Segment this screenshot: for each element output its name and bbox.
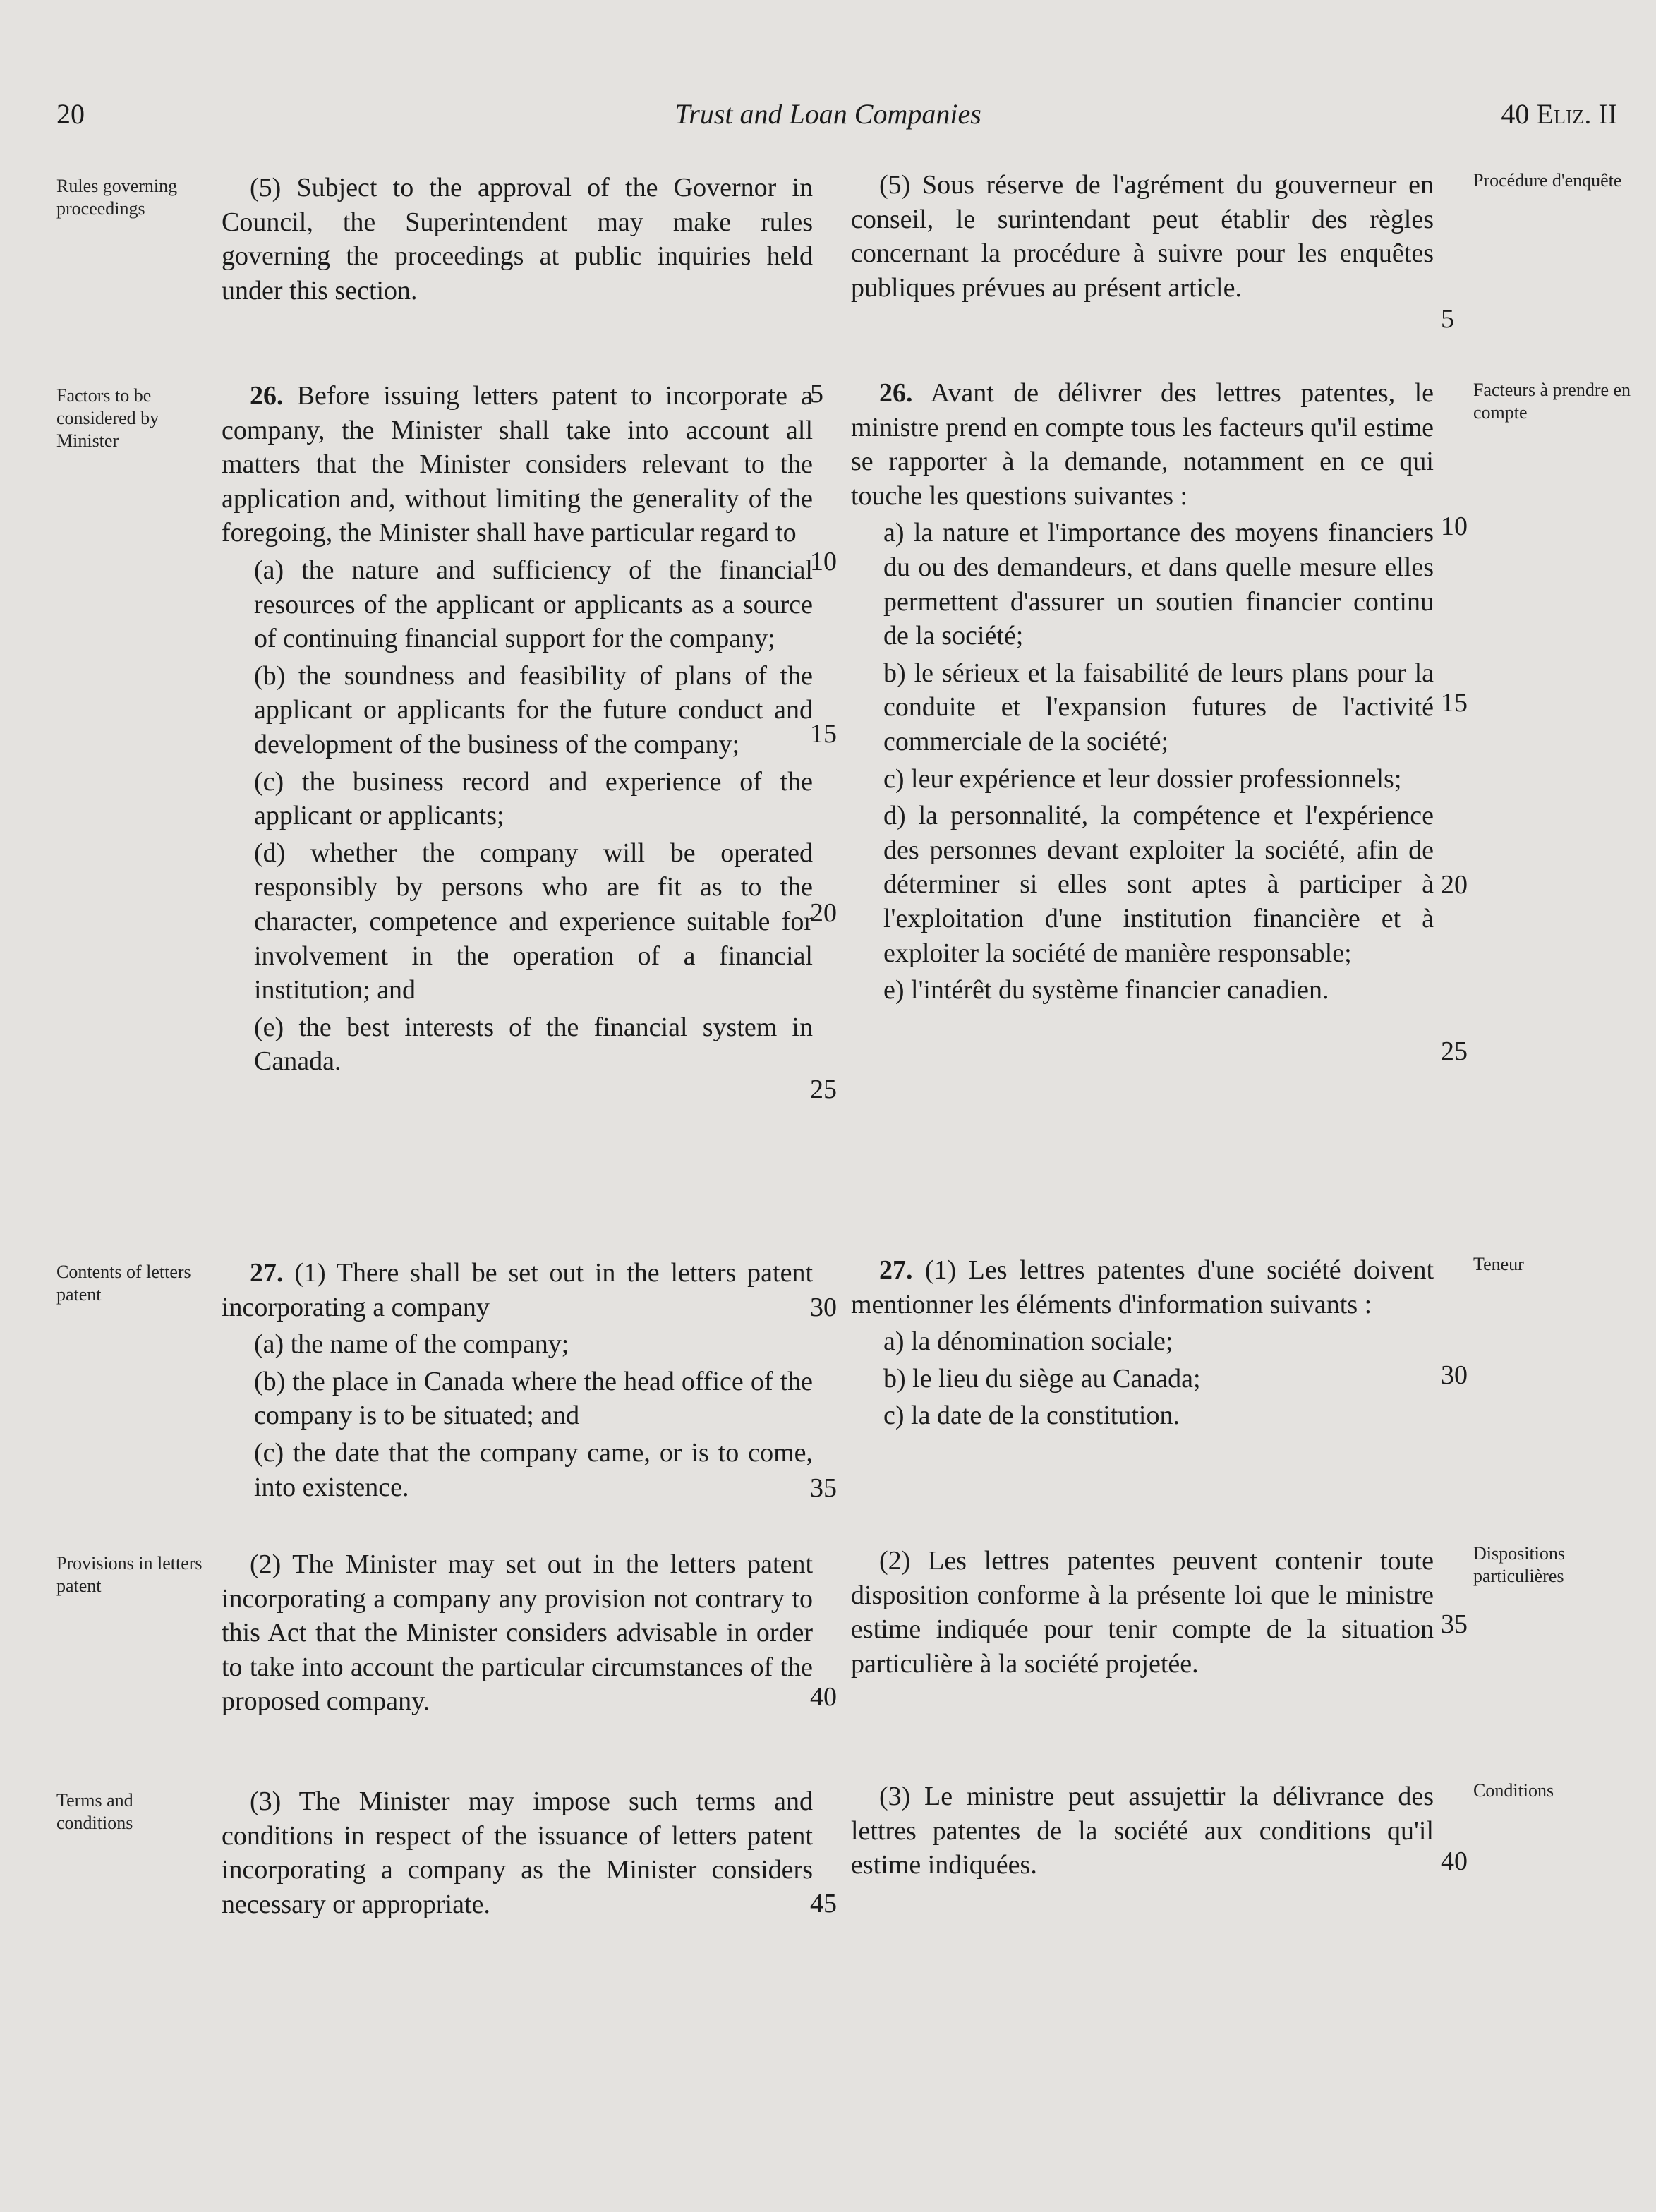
- margin-note-factors: Factors to be considered by Minister: [56, 385, 159, 451]
- paragraph: (3) Le ministre peut assujettir la délivrance des lettres patentes de la société aux conditions qu'il estime indiquées.: [851, 1782, 1434, 1880]
- line-number: 10: [810, 547, 837, 576]
- section-27-intro: [851, 1253, 1434, 1322]
- margin-note-facteurs: Facteurs à prendre en compte: [1473, 380, 1631, 423]
- item-b: (b) the soundness and feasibility of plans of the applicant or applicants for the future conduct and development of the business of the company;: [254, 660, 813, 759]
- margin-note-conditions: Conditions: [1473, 1780, 1554, 1801]
- line-number: 40: [1441, 1847, 1468, 1876]
- paragraph: (5) Subject to the approval of the Governor in Council, the Superintendent may make rules governing the proceedings at public inquiries held under this section.: [222, 173, 813, 306]
- margin-note-terms: Terms and conditions: [56, 1790, 133, 1833]
- margin-note-rules-governing: Rules governing proceedings: [56, 176, 178, 219]
- line-number: 5: [1441, 304, 1454, 334]
- item-a: (a) the name of the company;: [254, 1329, 569, 1360]
- item-a: a) la nature et l'importance des moyens financiers du ou des demandeurs, et dans quelle mesure elles permettent d'assurer un soutien financier continu de la société;: [883, 518, 1434, 651]
- en-s27: [222, 1256, 813, 1504]
- item-c: c) la date de la constitution.: [883, 1401, 1180, 1431]
- section-number: 26.: [879, 378, 913, 408]
- item-d: (d) whether the company will be operated responsibly by persons who are fit as to the character, competence and experience suitable for involvement in the operation of a financial institution; and: [254, 838, 813, 1005]
- section-text: Avant de délivrer des lettres patentes, le ministre prend en compte tous les facteurs qu'il estime se rapporter à la demande, notamment en ce qui touche les questions suivantes :: [851, 378, 1434, 511]
- item-e: e) l'intérêt du système financier canadien.: [883, 975, 1329, 1005]
- line-number: 30: [1441, 1360, 1468, 1390]
- item-b: b) le sérieux et la faisabilité de leurs plans pour la conduite et l'expansion futures de l'activité commerciale de la société;: [883, 658, 1434, 756]
- line-number: 5: [810, 379, 823, 409]
- item-e: (e) the best interests of the financial system in Canada.: [254, 1012, 813, 1077]
- line-number: 35: [1441, 1609, 1468, 1639]
- line-number: 25: [1441, 1037, 1468, 1066]
- line-number: 15: [1441, 688, 1468, 718]
- line-number: 30: [810, 1293, 837, 1322]
- item-a: (a) the nature and sufficiency of the financial resources of the applicant or applicants as a source of continuing financial support for the company;: [254, 555, 813, 654]
- fr-s27: [851, 1253, 1434, 1433]
- section-27-intro: [222, 1256, 813, 1324]
- line-number: 40: [810, 1682, 837, 1712]
- item-c: c) leur expérience et leur dossier professionnels;: [883, 763, 1402, 794]
- margin-note-provisions: Provisions in letters patent: [56, 1553, 203, 1596]
- margin-note-procedure: Procédure d'enquête: [1473, 170, 1622, 191]
- section-26-intro: [851, 376, 1434, 513]
- paragraph: (3) The Minister may impose such terms and conditions in respect of the issuance of letters patent incorporating a company as the Minister considers necessary or appropriate.: [222, 1787, 813, 1919]
- section-number: 27.: [879, 1255, 913, 1285]
- line-number: 20: [1441, 870, 1468, 900]
- section-text: Before issuing letters patent to incorporate a company, the Minister shall take into account all matters that the Minister considers relevant to the application and, without limiting the generality of the foregoing, the Minister shall have particular regard to: [222, 381, 813, 548]
- running-title: Trust and Loan Companies: [675, 98, 981, 130]
- line-number: 45: [810, 1889, 837, 1918]
- paragraph: (2) Les lettres patentes peuvent contenir toute disposition conforme à la présente loi que le ministre estime indiquée pour tenir compte de la situation particulière à la société projetée.: [851, 1546, 1434, 1679]
- margin-note-contents: Contents of letters patent: [56, 1262, 191, 1305]
- item-b: b) le lieu du siège au Canada;: [883, 1363, 1201, 1394]
- line-number: 20: [810, 898, 837, 928]
- section-26-intro: [222, 379, 813, 550]
- line-number: 10: [1441, 512, 1468, 541]
- line-number: 25: [810, 1075, 837, 1104]
- section-text: (1) Les lettres patentes d'une société doivent mentionner les éléments d'information suivants :: [851, 1255, 1434, 1319]
- section-number: 26.: [250, 381, 284, 411]
- item-c: (c) the business record and experience of the applicant or applicants;: [254, 766, 813, 831]
- fr-s26: [851, 376, 1434, 1008]
- en-s27-3: [222, 1784, 813, 1921]
- fr-s27-2: [851, 1544, 1434, 1681]
- margin-note-dispositions: Dispositions particulières: [1473, 1543, 1566, 1586]
- line-number: 15: [810, 719, 837, 749]
- item-b: (b) the place in Canada where the head office of the company is to be situated; and: [254, 1366, 813, 1431]
- en-s27-2: [222, 1547, 813, 1719]
- item-c: (c) the date that the company came, or is to come, into existence.: [254, 1437, 813, 1502]
- fr-s27-3: [851, 1779, 1434, 1882]
- item-a: a) la dénomination sociale;: [883, 1326, 1173, 1357]
- fr-s25-5: [851, 168, 1434, 305]
- regnal-year: 40 Eliz. II: [1501, 98, 1617, 130]
- paragraph: (2) The Minister may set out in the letters patent incorporating a company any provision not contrary to this Act that the Minister considers advisable in order to take into account the particular circumstances of the proposed company.: [222, 1549, 813, 1717]
- section-number: 27.: [250, 1258, 284, 1288]
- en-s25-5: [222, 171, 813, 308]
- margin-note-teneur: Teneur: [1473, 1254, 1524, 1274]
- section-text: (1) There shall be set out in the letters patent incorporating a company: [222, 1258, 813, 1322]
- paragraph: (5) Sous réserve de l'agrément du gouverneur en conseil, le surintendant peut établir des règles concernant la procédure à suivre pour les enquêtes publiques prévues au présent article.: [851, 170, 1434, 303]
- en-s26: [222, 379, 813, 1079]
- item-d: d) la personnalité, la compétence et l'expérience des personnes devant exploiter la société, afin de déterminer si elles sont aptes à participer à l'exploitation d'une institution financière et à exploiter la société de manière responsable;: [883, 801, 1434, 968]
- page-number: 20: [56, 98, 85, 130]
- line-number: 35: [810, 1473, 837, 1503]
